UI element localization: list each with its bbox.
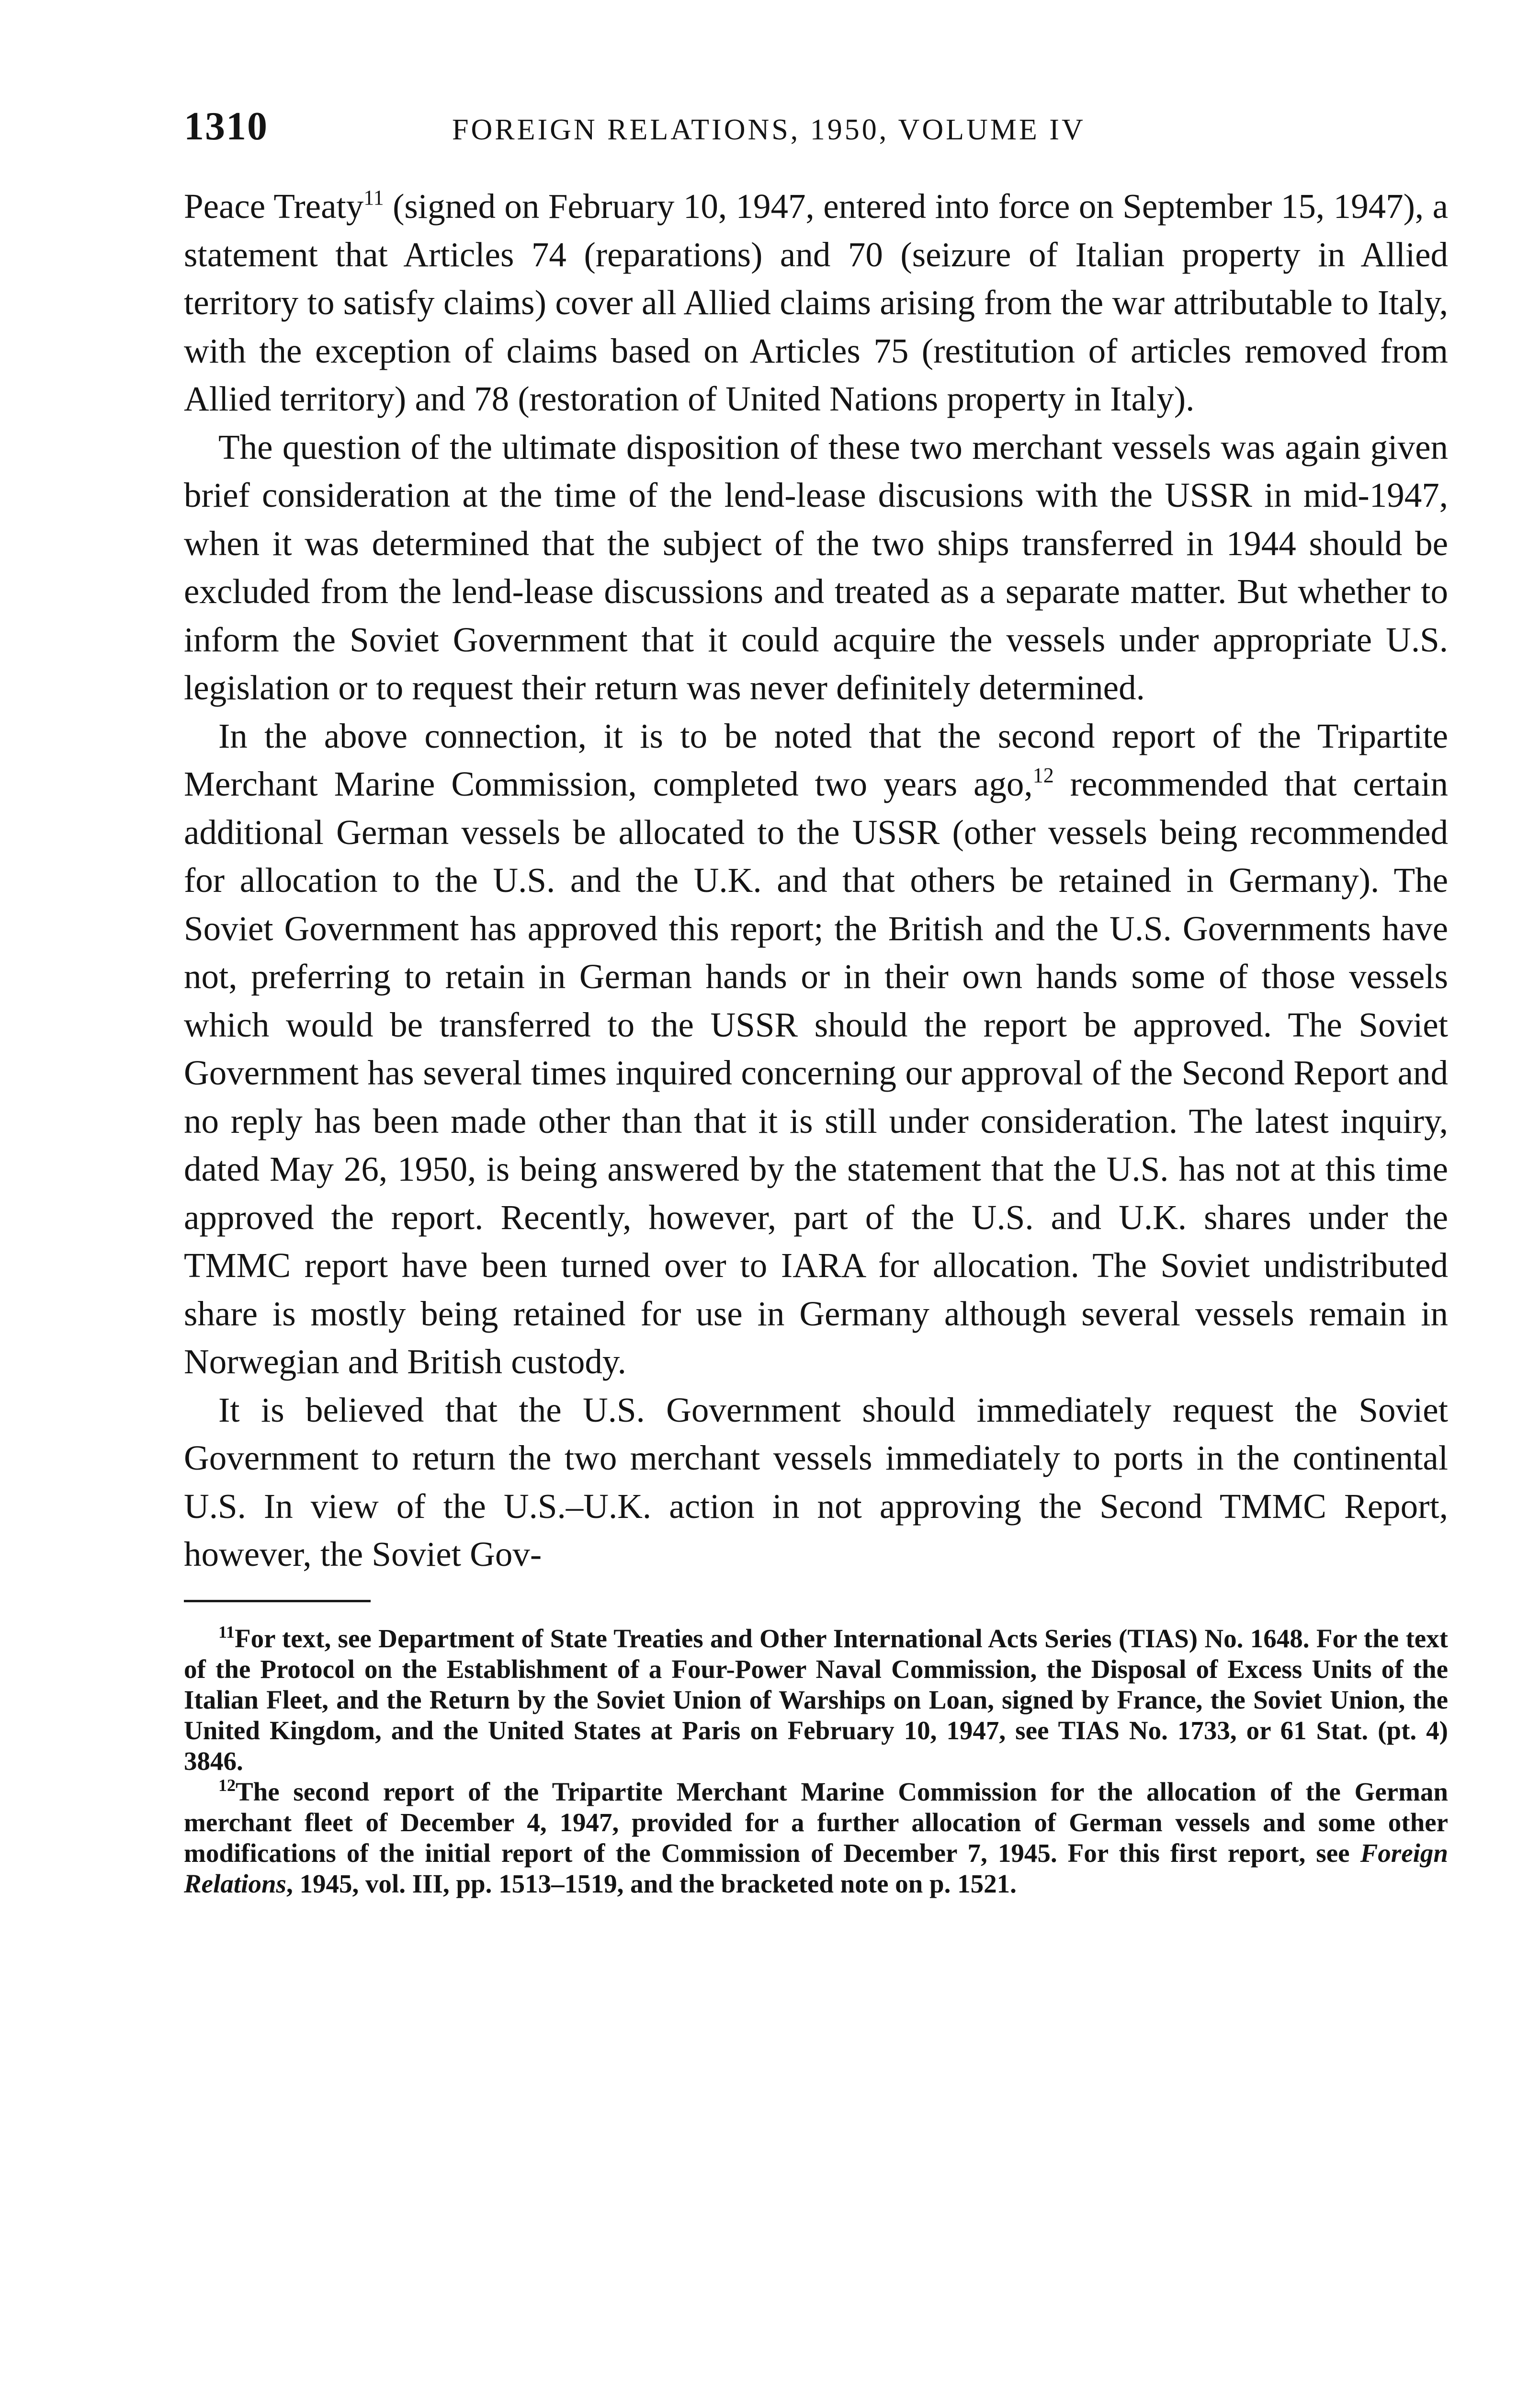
- footnote-12-italic: Foreign Relations: [184, 1838, 1448, 1898]
- footnote-ref-12: 12: [1032, 764, 1054, 787]
- paragraph-2: The question of the ultimate disposition of these two merchant vessels was again given brief consideration at the time of the lend-lease discusions with the USSR in mid-1947, when it was determined that the subject of the two ships transferred in 1944 should be excluded from the lend-lease discussions and treated as a separate matter. But whether to inform the Soviet Government that it could acquire the vessels under appropriate U.S. legislation or to request their return was never definitely determined.: [184, 427, 1448, 707]
- running-title: FOREIGN RELATIONS, 1950, VOLUME IV: [452, 114, 1086, 146]
- footnote-separator: [184, 1600, 371, 1602]
- paragraph-1-text-b: (signed on February 10, 1947, entered into force on September 15, 1947), a statement that Articles 74 (reparations) and 70 (seizure of Italian property in Allied territory to satisfy claims) cover all Allied claims arising from the war attributable to Italy, with the exception of claims based on Articles 75 (restitution of articles removed from Allied territory) and 78 (restoration of United Nations property in Italy).: [184, 187, 1448, 418]
- footnotes: [184, 1623, 1448, 1899]
- footnote-12-tail: , 1945, vol. III, pp. 1513–1519, and the bracketed note on p. 1521.: [286, 1869, 1017, 1898]
- footnote-11-text: For text, see Department of State Treaties and Other International Acts Series (TIAS) No. 1648. For the text of the Protocol on the Establishment of a Four-Power Naval Commission, the Disposal of Excess Units of the Italian Fleet, and the Return by the Soviet Union of Warships on Loan, signed by France, the Soviet Union, the United Kingdom, and the United States at Paris on February 10, 1947, see TIAS No. 1733, or 61 Stat. (pt. 4) 3846.: [184, 1623, 1448, 1776]
- paragraph-1: [184, 182, 1448, 423]
- paragraph-3: [184, 712, 1448, 1386]
- footnote-ref-11: 11: [363, 186, 384, 209]
- footnote-12: [184, 1777, 1448, 1899]
- page-number: 1310: [184, 104, 268, 148]
- paragraph-4: It is believed that the U.S. Government should immediately request the Soviet Government to return the two merchant vessels immediately to ports in the continental U.S. In view of the U.S.–U.K. action in not approving the Second TMMC Report, however, the Soviet Gov-: [184, 1390, 1448, 1574]
- footnote-11-marker: 11: [218, 1622, 235, 1642]
- footnote-12-marker: 12: [218, 1775, 236, 1795]
- footnote-11: [184, 1623, 1448, 1777]
- footnote-12-text: The second report of the Tripartite Merchant Marine Commission for the allocation of the German merchant fleet of December 4, 1947, provided for a further allocation of German vessels and some other modifications of the initial report of the Commission of December 7, 1945. For this first report, see: [184, 1777, 1448, 1868]
- running-head: [184, 103, 1448, 160]
- paragraph-1-text-a: Peace Treaty: [184, 187, 364, 226]
- document-page: [184, 103, 1448, 1899]
- paragraph-3-text-a: In the above connection, it is to be noted that the second report of the Tripartite Merchant Marine Commission, completed two years ago,: [184, 716, 1448, 803]
- paragraph-3-text-b: recommended that certain additional German vessels be allocated to the USSR (other vessels being recommended for allocation to the U.S. and the U.K. and that others be retained in Germany). The Soviet Government has approved this report; the British and the U.S. Governments have not, preferring to retain in German hands or in their own hands some of those vessels which would be transferred to the USSR should the report be approved. The Soviet Government has several times inquired concerning our approval of the Second Report and no reply has been made other than that it is still under consideration. The latest inquiry, dated May 26, 1950, is being answered by the statement that the U.S. has not at this time approved the report. Recently, however, part of the U.S. and U.K. shares under the TMMC report have been turned over to IARA for allocation. The Soviet undistributed share is mostly being retained for use in Germany although several vessels remain in Norwegian and British custody.: [184, 764, 1448, 1381]
- body-text: [184, 182, 1448, 1579]
